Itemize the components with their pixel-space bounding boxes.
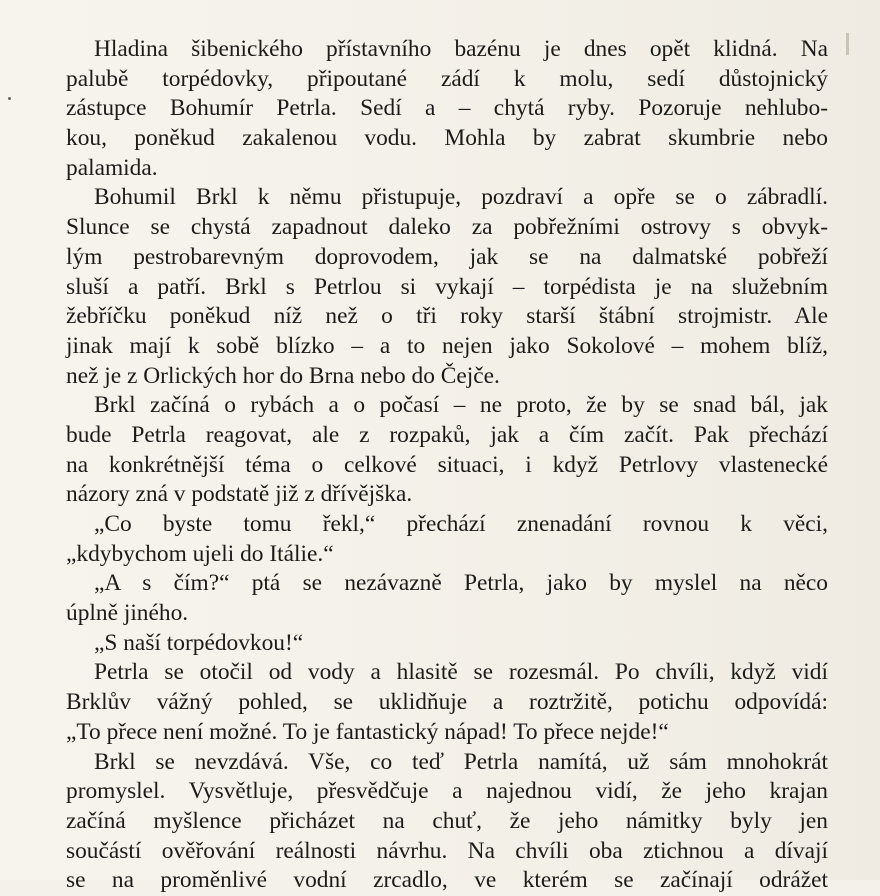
- text-line: než je z Orlických hor do Brna nebo do Čejče.: [66, 362, 500, 389]
- text-line: názory zná v podstatě již z dřívějška.: [66, 481, 413, 508]
- text-line: se na proměnlivé vodní zrcadlo, ve kterém se začínají odrážet: [66, 867, 828, 894]
- text-line: součástí ověřování reálnosti návrhu. Na chvíli oba ztichnou a dívají: [66, 837, 828, 864]
- text-line: Slunce se chystá zapadnout daleko za pobřežními ostrovy s obvyk-: [66, 214, 828, 241]
- text-line: promyslel. Vysvětluje, přesvědčuje a najednou vidí, že jeho krajan: [66, 778, 828, 805]
- text-line: zástupce Bohumír Petrla. Sedí a – chytá ryby. Pozoruje nehlubo-: [66, 95, 828, 122]
- text-line: Brkl se nevzdává. Vše, co teď Petrla namítá, už sám mnohokrát: [94, 748, 828, 775]
- text-line: bude Petrla reagovat, ale z rozpaků, jak a čím začít. Pak přechází: [66, 421, 828, 448]
- text-line: sluší a patří. Brkl s Petrlou si vykají – torpédista je na služebním: [66, 273, 828, 300]
- text-line: Brklův vážný pohled, se uklidňuje a roztržitě, potichu odpovídá:: [66, 689, 828, 716]
- text-line: „To přece není možné. To je fantastický nápad! To přece nejde!“: [66, 718, 669, 745]
- page-edge-mark: [846, 33, 849, 55]
- text-line: Brkl začíná o rybách a o počasí – ne proto, že by se snad bál, jak: [94, 392, 828, 419]
- text-line: palamida.: [66, 154, 158, 181]
- text-line: „Co byste tomu řekl,“ přechází znenadání rovnou k věci,: [94, 511, 828, 537]
- body-text: [66, 35, 828, 896]
- text-line: „A s čím?“ ptá se nezávazně Petrla, jako by myslel na něco: [94, 570, 828, 597]
- text-line: začíná myšlence přicházet na chuť, že jeho námitky byly jen: [66, 807, 828, 834]
- text-line: úplně jiného.: [66, 600, 189, 627]
- text-line: lým pestrobarevným doprovodem, jak se na dalmatské pobřeží: [66, 243, 828, 270]
- text-line: „kdybychom ujeli do Itálie.“: [66, 540, 334, 567]
- text-line: na konkrétnější téma o celkové situaci, i když Petrlovy vlastenecké: [66, 451, 828, 478]
- text-line: kou, poněkud zakalenou vodu. Mohla by zabrat skumbrie nebo: [66, 125, 828, 152]
- text-line: jinak mají k sobě blízko – a to nejen jako Sokolové – mohem blíž,: [66, 332, 828, 359]
- text-line: „S naší torpédovkou!“: [94, 629, 304, 656]
- text-line: Hladina šibenického přístavního bazénu je dnes opět klidná. Na: [94, 36, 828, 62]
- text-line: žebříčku poněkud níž než o tři roky starší štábní strojmistr. Ale: [66, 303, 828, 330]
- text-line: Petrla se otočil od vody a hlasitě se rozesmál. Po chvíli, když vidí: [94, 659, 828, 686]
- text-line: palubě torpédovky, připoutané zádí k molu, sedí důstojnický: [66, 65, 828, 92]
- print-speck: [8, 97, 11, 100]
- text-line: Bohumil Brkl k němu přistupuje, pozdraví a opře se o zábradlí.: [94, 184, 828, 211]
